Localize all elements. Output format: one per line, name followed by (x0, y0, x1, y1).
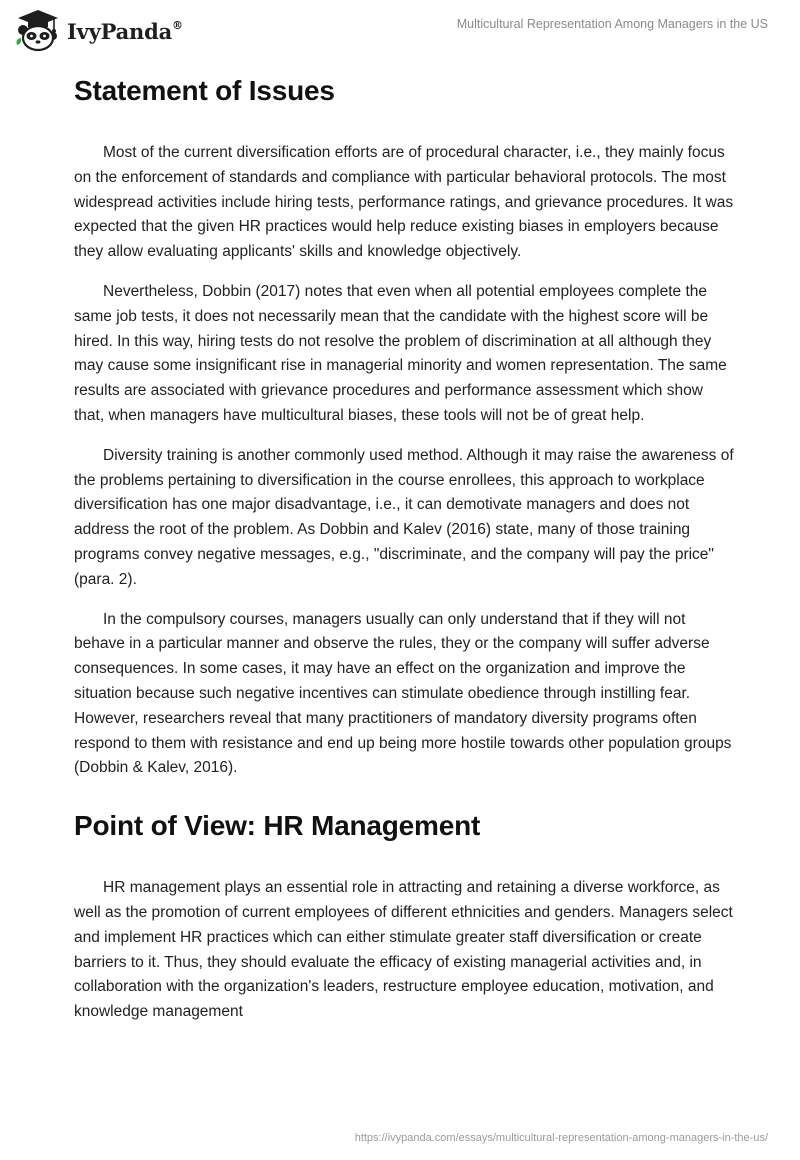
document-title: Multicultural Representation Among Managers in the US (456, 17, 768, 31)
panda-graduate-icon (14, 8, 62, 52)
paragraph: In the compulsory courses, managers usually can only understand that if they will not behave in a particular manner and observe the rules, they or the company will suffer adverse consequences. In some cases, it may have an effect on the organization and improve the situation because such negative incentives can stimulate obedience through instilling fear. However, researchers reveal that many practitioners of mandatory diversity programs often respond to them with resistance and end up being more hostile towards other population groups (Dobbin & Kalev, 2016). (74, 610, 732, 777)
registered-mark: ® (172, 18, 183, 32)
essay-content (74, 70, 734, 1040)
paragraph: HR management plays an essential role in attracting and retaining a diverse workforce, as well as the promotion of current employees of different ethnicities and genders. Managers select and implement HR practices which can either stimulate greater staff diversification or create barriers to it. Thus, they should evaluate the efficacy of existing managerial activities and, in collaboration with the organization's leaders, restructure employee education, motivation, and knowledge management (74, 879, 733, 1021)
logo-wordmark: IvyPanda® (67, 18, 183, 44)
page-header (0, 0, 800, 70)
section-body-point-of-view (74, 862, 734, 1025)
paragraph: Diversity training is another commonly used method. Although it may raise the awareness of the problems pertaining to diversification in the course enrollees, this approach to workplace diversification has one major disadvantage, i.e., it can demotivate managers and does not address the root of the problem. As Dobbin and Kalev (2016) state, many of those training programs convey negative messages, e.g., "discriminate, and the company will pay the price" (para. 2). (74, 446, 734, 588)
paragraph: Most of the current diversification efforts are of procedural character, i.e., they mainly focus on the enforcement of standards and compliance with particular behavioral protocols. The most widespread activities include hiring tests, performance ratings, and grievance procedures. It was expected that the given HR practices would help reduce existing biases in employers because they allow evaluating applicants' skills and knowledge objectively. (74, 144, 734, 261)
section-heading-point-of-view: Point of View: HR Management (74, 810, 481, 842)
section-body-statement-of-issues (74, 127, 734, 781)
section-heading-statement-of-issues: Statement of Issues (74, 75, 335, 106)
ivypanda-logo[interactable] (14, 8, 183, 52)
source-url-link[interactable]: https://ivypanda.com/essays/multicultural-representation-among-managers-in-the-us/ (354, 1132, 768, 1144)
paragraph: Nevertheless, Dobbin (2017) notes that even when all potential employees complete the same job tests, it does not necessarily mean that the candidate with the highest score will be hired. In this way, hiring tests do not resolve the problem of discrimination at all although they may cause some insignificant rise in managerial minority and women representation. The same results are associated with grievance procedures and performance assessment which show that, when managers have multicultural biases, these tools will not be of great help. (74, 282, 727, 424)
